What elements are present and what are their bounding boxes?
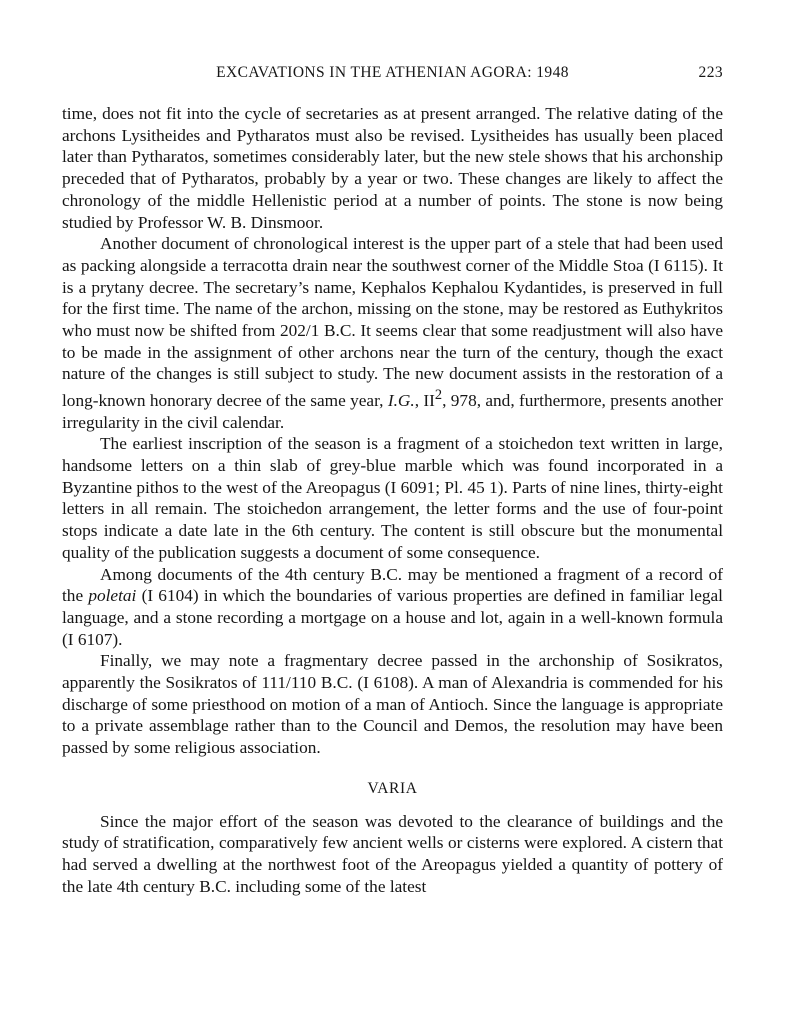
era-abbreviation: B.C. [199,876,231,896]
journal-page [62,64,723,897]
paragraph-4th-century-documents [62,564,723,651]
paragraph-text: Finally, we may note a fragmentary decree passed in the archonship of Sosikratos, apparently the Sosikratos of 111/110 [62,651,723,693]
article-body [62,103,723,897]
era-abbreviation: B.C. [324,321,356,341]
running-header [62,64,723,90]
paragraph-prytany-decree [62,233,723,433]
section-heading: VARIA [367,779,418,797]
superscript: 2 [434,387,443,404]
paragraph-text: (I 6108). A man of Alexandria is commended for his discharge of some priesthood on motion of a man of Antioch. Since the language is appropriate to a private assemblage rather than to the Council and Demos, the resolution may have been passed by some religious association. [62,673,723,758]
paragraph-text: time, does not fit into the cycle of secretaries as at present arranged. The relative dating of the archons Lysitheides and Pytharatos must also be revised. Lysitheides has usually been placed later than Pytharatos, sometimes considerably later, but the new stele shows that his archonship preceded that of Pytharatos, probably by a year or two. These changes are likely to affect the chronology of the middle Hellenistic period at a number of points. The stone is now being studied by Professor W. B. Dinsmoor. [62,104,723,232]
paragraph-text: (I 6104) in which the boundaries of various properties are defined in familiar legal language, and a stone recording a mortgage on a house and lot, again in a well-known formula (I 6107). [62,586,723,649]
paragraph-text: It seems clear that some readjustment will also have to be made in the assignment of other archons near the turn of the century, though the exact nature of the changes is still subject to study. The new document assists in the restoration of a long-known honorary decree of the same year, [62,321,723,410]
paragraph-text: , 978, and, furthermore, presents another irregularity in the civil calendar. [62,390,723,432]
paragraph-varia [62,811,723,898]
paragraph-earliest-inscription [62,433,723,563]
italic-term: poletai [88,586,137,606]
era-abbreviation: B.C. [320,673,353,693]
paragraph-text: , II [414,390,435,410]
page-number: 223 [698,64,723,81]
paragraph-text: The earliest inscription of the season is a fragment of a stoichedon text written in large, handsome letters on a thin slab of grey-blue marble which was found incorporated in a Byzantine pithos to the west of the Areopagus (I 6091; Pl. 45 1). Parts of nine lines, thirty-eight letters in all remain. The stoichedon arrangement, the letter forms and the use of four-point stops indicate a date late in the 6th century. The content is still obscure but the monumental quality of the publication suggests a document of some consequence. [62,434,723,562]
paragraph-text: Among documents of the 4th century [100,564,371,584]
era-abbreviation: B.C. [370,564,403,584]
paragraph-text: Another document of chronological interest is the upper part of a stele that had been used as packing alongside a terracotta drain near the southwest corner of the Middle Stoa (I 6115). It is a prytany decree. The secretary’s name, Kephalos Kephalou Kydantides, is preserved in full for the first time. The name of the archon, missing on the stone, may be restored as Euthykritos who must now be shifted from 202/1 [62,234,723,341]
running-title: EXCAVATIONS IN THE ATHENIAN AGORA: 1948 [216,64,569,81]
paragraph-text: including some of the latest [230,876,427,896]
paragraph-sosikratos-decree [62,650,723,759]
paragraph-text: may be mentioned a fragment of a record of the [62,564,724,606]
paragraph-continued [62,103,723,233]
citation-ig: I.G. [387,390,415,410]
paragraph-text: Since the major effort of the season was devoted to the clearance of buildings and the study of stratification, comparatively few ancient wells or cisterns were explored. A cistern that had served a dwelling at the northwest foot of the Areopagus yielded a quantity of pottery of the late 4th century [62,811,723,896]
